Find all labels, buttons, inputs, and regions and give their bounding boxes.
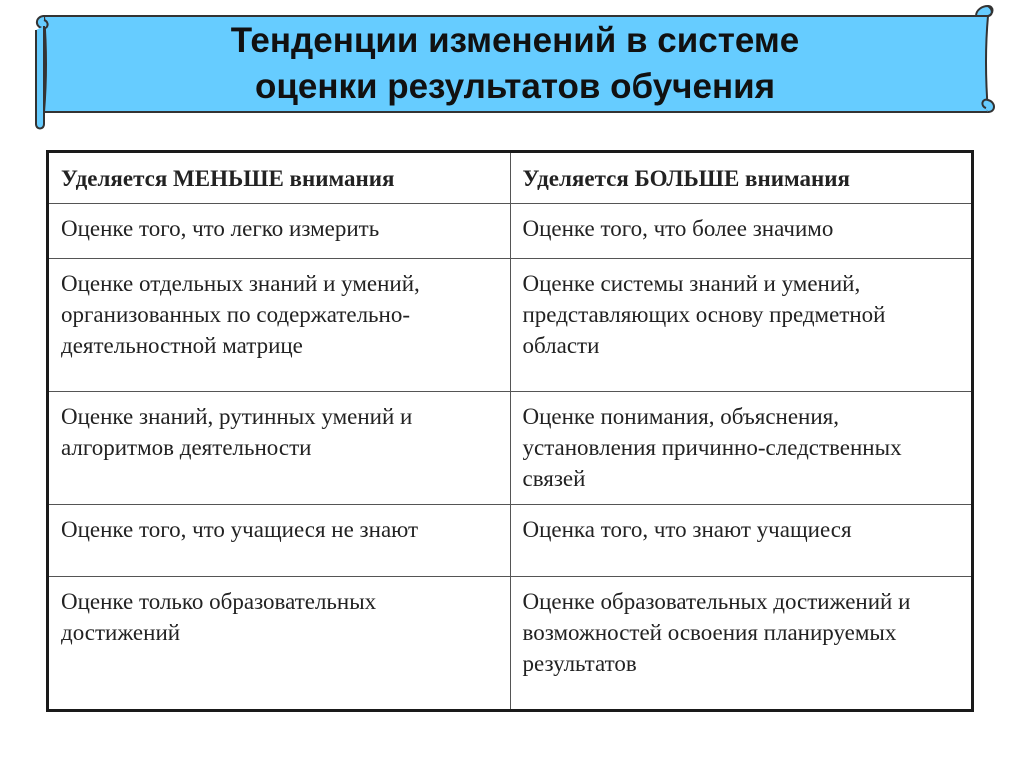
slide-title-line-2: оценки результатов обучения (254, 67, 776, 106)
cell-less: Оценке отдельных знаний и умений, организованных по содержательно-деятельностной матрице (48, 259, 511, 392)
table-row (48, 392, 973, 505)
table-row (48, 577, 973, 711)
header-less-attention: Уделяется МЕНЬШЕ внимания (48, 152, 511, 204)
cell-less: Оценке знаний, рутинных умений и алгоритмов деятельности (48, 392, 511, 505)
table-row (48, 204, 973, 259)
comparison-table (46, 150, 974, 712)
cell-more: Оценке того, что более значимо (510, 204, 973, 259)
table-header-row (48, 152, 973, 204)
cell-more: Оценке понимания, объяснения, установления причинно-следственных связей (510, 392, 973, 505)
header-more-attention: Уделяется БОЛЬШЕ внимания (510, 152, 973, 204)
cell-less: Оценке того, что легко измерить (48, 204, 511, 259)
cell-more: Оценке системы знаний и умений, представляющих основу предметной области (510, 259, 973, 392)
slide-title (60, 18, 970, 110)
cell-more: Оценка того, что знают учащиеся (510, 505, 973, 577)
table-row (48, 505, 973, 577)
slide-title-line-1: Тенденции изменений в системе (230, 21, 800, 60)
cell-less: Оценке только образовательных достижений (48, 577, 511, 711)
cell-less: Оценке того, что учащиеся не знают (48, 505, 511, 577)
cell-more: Оценке образовательных достижений и возможностей освоения планируемых результатов (510, 577, 973, 711)
table-row (48, 259, 973, 392)
